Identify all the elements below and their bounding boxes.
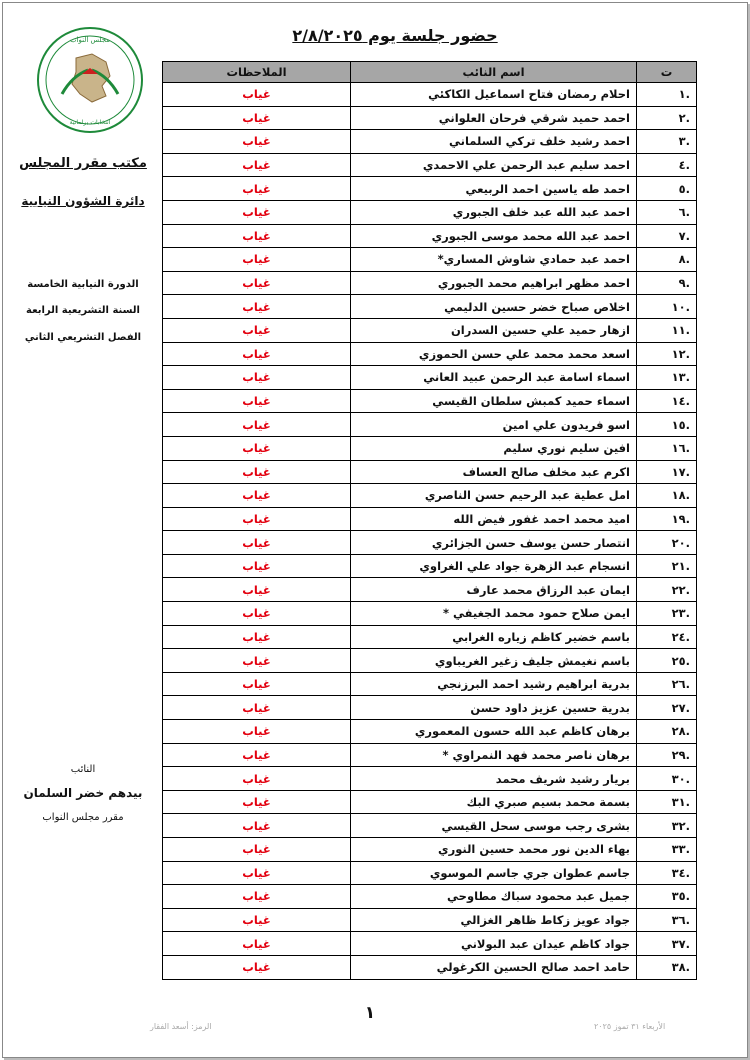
parliament-logo — [32, 24, 148, 136]
row-number: .٢٤ — [637, 625, 697, 649]
member-name: احلام رمضان فتاح اسماعيل الكاكئي — [351, 83, 637, 107]
row-number: .١٠ — [637, 295, 697, 319]
attendance-remark: غياب — [163, 743, 351, 767]
row-number: .١٥ — [637, 413, 697, 437]
table-row — [163, 790, 697, 814]
row-number: .٢٩ — [637, 743, 697, 767]
table-row — [163, 106, 697, 130]
table-row — [163, 720, 697, 744]
table-row — [163, 625, 697, 649]
parliament-logo-icon — [32, 24, 148, 136]
member-name: احمد عبد الله محمد موسى الجبوري — [351, 224, 637, 248]
table-row — [163, 389, 697, 413]
signer-role: مقرر مجلس النواب — [42, 812, 124, 823]
table-row — [163, 908, 697, 932]
row-number: .١٤ — [637, 389, 697, 413]
row-number: .٢٧ — [637, 696, 697, 720]
member-name: اكرم عبد مخلف صالح العساف — [351, 460, 637, 484]
table-row — [163, 578, 697, 602]
member-name: بسمة محمد بسيم صبري البك — [351, 790, 637, 814]
attendance-remark: غياب — [163, 838, 351, 862]
table-row — [163, 484, 697, 508]
attendance-remark: غياب — [163, 531, 351, 555]
table-row — [163, 743, 697, 767]
page-number: ١ — [364, 1003, 376, 1023]
attendance-remark: غياب — [163, 955, 351, 979]
row-number: .٢١ — [637, 554, 697, 578]
attendance-remark: غياب — [163, 649, 351, 673]
member-name: جميل عبد محمود سباك مطاوحي — [351, 885, 637, 909]
table-row — [163, 696, 697, 720]
table-row — [163, 248, 697, 272]
row-number: .٢٣ — [637, 602, 697, 626]
member-name: انسجام عبد الزهرة جواد علي الغراوي — [351, 554, 637, 578]
member-name: احمد حميد شرقي فرحان العلواني — [351, 106, 637, 130]
table-row — [163, 507, 697, 531]
row-number: .١٢ — [637, 342, 697, 366]
attendance-remark: غياب — [163, 625, 351, 649]
table-row — [163, 366, 697, 390]
row-number: .٣٦ — [637, 908, 697, 932]
row-number: .٥ — [637, 177, 697, 201]
attendance-remark: غياب — [163, 602, 351, 626]
attendance-remark: غياب — [163, 177, 351, 201]
row-number: .١ — [637, 83, 697, 107]
signer-name: بيدهم خضر السلمان — [23, 786, 143, 800]
row-number: .٨ — [637, 248, 697, 272]
attendance-remark: غياب — [163, 507, 351, 531]
header-name: اسم النائب — [351, 62, 637, 83]
table-row — [163, 436, 697, 460]
table-row — [163, 861, 697, 885]
row-number: .٣١ — [637, 790, 697, 814]
term-label: الفصل التشريعي الثاني — [24, 332, 142, 343]
attendance-remark: غياب — [163, 767, 351, 791]
table-row — [163, 554, 697, 578]
table-row — [163, 153, 697, 177]
member-name: ازهار حميد علي حسين السدران — [351, 318, 637, 342]
table-row — [163, 413, 697, 437]
attendance-remark: غياب — [163, 248, 351, 272]
row-number: .٣٧ — [637, 932, 697, 956]
member-name: احمد طه ياسين احمد الربيعي — [351, 177, 637, 201]
row-number: .١٨ — [637, 484, 697, 508]
table-row — [163, 531, 697, 555]
member-name: اسعد محمد محمد علي حسن الحموزي — [351, 342, 637, 366]
table-row — [163, 767, 697, 791]
row-number: .٦ — [637, 200, 697, 224]
footer-left-note: الرمز: أسعد الفقار — [150, 1022, 212, 1031]
table-row — [163, 130, 697, 154]
member-name: انتصار حسن يوسف حسن الجزائري — [351, 531, 637, 555]
table-body — [163, 83, 697, 980]
page-title: حضور جلسة يوم ٢/٨/٢٠٢٥ — [292, 26, 498, 45]
attendance-remark: غياب — [163, 790, 351, 814]
row-number: .٣٨ — [637, 955, 697, 979]
row-number: .٤ — [637, 153, 697, 177]
row-number: .٣٣ — [637, 838, 697, 862]
row-number: .٣ — [637, 130, 697, 154]
row-number: .١٩ — [637, 507, 697, 531]
table-row — [163, 838, 697, 862]
attendance-remark: غياب — [163, 106, 351, 130]
row-number: .٢٠ — [637, 531, 697, 555]
member-name: ايمن صلاح حمود محمد الجغيفي * — [351, 602, 637, 626]
table-row — [163, 955, 697, 979]
row-number: .٩ — [637, 271, 697, 295]
member-name: برهان كاظم عبد الله حسون المعموري — [351, 720, 637, 744]
row-number: .٢٥ — [637, 649, 697, 673]
table-row — [163, 814, 697, 838]
member-name: بشرى رجب موسى سحل القيسي — [351, 814, 637, 838]
department-heading: دائرة الشؤون النيابية — [21, 194, 145, 208]
member-name: حامد احمد صالح الحسين الكرغولي — [351, 955, 637, 979]
attendance-remark: غياب — [163, 295, 351, 319]
member-name: بدرية حسين عزيز داود حسن — [351, 696, 637, 720]
member-name: جواد عويز زكاط ظاهر الغزالي — [351, 908, 637, 932]
attendance-remark: غياب — [163, 224, 351, 248]
attendance-remark: غياب — [163, 200, 351, 224]
svg-text:مجلس النواب: مجلس النواب — [69, 36, 111, 44]
attendance-remark: غياب — [163, 153, 351, 177]
table-row — [163, 271, 697, 295]
row-number: .٧ — [637, 224, 697, 248]
header-number: ت — [637, 62, 697, 83]
attendance-remark: غياب — [163, 413, 351, 437]
member-name: اسماء اسامة عبد الرحمن عبيد العاني — [351, 366, 637, 390]
row-number: .١٣ — [637, 366, 697, 390]
attendance-remark: غياب — [163, 130, 351, 154]
attendance-remark: غياب — [163, 366, 351, 390]
attendance-remark: غياب — [163, 342, 351, 366]
member-name: جاسم عطوان جري جاسم الموسوي — [351, 861, 637, 885]
member-name: امل عطية عبد الرحيم حسن الناصري — [351, 484, 637, 508]
member-name: احمد رشيد خلف تركي السلماني — [351, 130, 637, 154]
row-number: .٣٤ — [637, 861, 697, 885]
row-number: .٢٨ — [637, 720, 697, 744]
attendance-remark: غياب — [163, 271, 351, 295]
table-row — [163, 342, 697, 366]
member-name: احمد سليم عبد الرحمن علي الاحمدي — [351, 153, 637, 177]
footer-right-note: الأربعاء ٣١ تموز ٢٠٢٥ — [594, 1022, 666, 1031]
member-name: جواد كاظم عيدان عبد البولاني — [351, 932, 637, 956]
attendance-remark: غياب — [163, 578, 351, 602]
attendance-remark: غياب — [163, 318, 351, 342]
member-name: باسم نغيمش جليف زغير الغريباوي — [351, 649, 637, 673]
attendance-remark: غياب — [163, 696, 351, 720]
year-label: السنة التشريعية الرابعة — [26, 305, 140, 316]
table-row — [163, 318, 697, 342]
table-row — [163, 177, 697, 201]
row-number: .٣٠ — [637, 767, 697, 791]
session-label: الدورة النيابية الخامسة — [27, 279, 139, 290]
member-name: اسو فريدون علي امين — [351, 413, 637, 437]
row-number: .٣٥ — [637, 885, 697, 909]
row-number: .١٦ — [637, 436, 697, 460]
row-number: .٣٢ — [637, 814, 697, 838]
member-name: افين سليم نوري سليم — [351, 436, 637, 460]
table-row — [163, 200, 697, 224]
attendance-remark: غياب — [163, 389, 351, 413]
attendance-remark: غياب — [163, 861, 351, 885]
member-name: بدرية ابراهيم رشيد احمد البرزنجي — [351, 672, 637, 696]
table-row — [163, 295, 697, 319]
table-row — [163, 224, 697, 248]
member-name: اخلاص صباح خضر حسين الدليمي — [351, 295, 637, 319]
attendance-remark: غياب — [163, 720, 351, 744]
row-number: .٢ — [637, 106, 697, 130]
office-heading: مكتب مقرر المجلس — [19, 156, 147, 171]
table-row — [163, 602, 697, 626]
table-row — [163, 932, 697, 956]
deputy-label: النائب — [70, 764, 96, 775]
table-row — [163, 885, 697, 909]
member-name: احمد مظهر ابراهيم محمد الجبوري — [351, 271, 637, 295]
member-name: برهان ناصر محمد فهد النمراوي * — [351, 743, 637, 767]
table-header-row — [163, 62, 697, 83]
table-row — [163, 83, 697, 107]
member-name: اسماء حميد كمبش سلطان القيسي — [351, 389, 637, 413]
member-name: احمد عبد حمادي شاوش المساري* — [351, 248, 637, 272]
attendance-remark: غياب — [163, 436, 351, 460]
member-name: بريار رشيد شريف محمد — [351, 767, 637, 791]
member-name: بهاء الدين نور محمد حسين النوري — [351, 838, 637, 862]
attendance-remark: غياب — [163, 885, 351, 909]
attendance-remark: غياب — [163, 672, 351, 696]
table-row — [163, 460, 697, 484]
svg-text:انتخابات برلمانية: انتخابات برلمانية — [69, 119, 111, 126]
attendance-remark: غياب — [163, 814, 351, 838]
table-row — [163, 672, 697, 696]
row-number: .١١ — [637, 318, 697, 342]
attendance-remark: غياب — [163, 484, 351, 508]
attendance-remark: غياب — [163, 460, 351, 484]
attendance-remark: غياب — [163, 932, 351, 956]
row-number: .٢٢ — [637, 578, 697, 602]
member-name: احمد عبد الله عبد خلف الجبوري — [351, 200, 637, 224]
row-number: .١٧ — [637, 460, 697, 484]
attendance-remark: غياب — [163, 554, 351, 578]
table-row — [163, 649, 697, 673]
attendance-remark: غياب — [163, 83, 351, 107]
member-name: باسم خضير كاظم زياره الغرابي — [351, 625, 637, 649]
attendance-remark: غياب — [163, 908, 351, 932]
member-name: اميد محمد احمد غفور فيض الله — [351, 507, 637, 531]
row-number: .٢٦ — [637, 672, 697, 696]
header-remarks: الملاحظات — [163, 62, 351, 83]
member-name: ايمان عبد الرزاق محمد عارف — [351, 578, 637, 602]
attendance-table — [162, 61, 697, 980]
